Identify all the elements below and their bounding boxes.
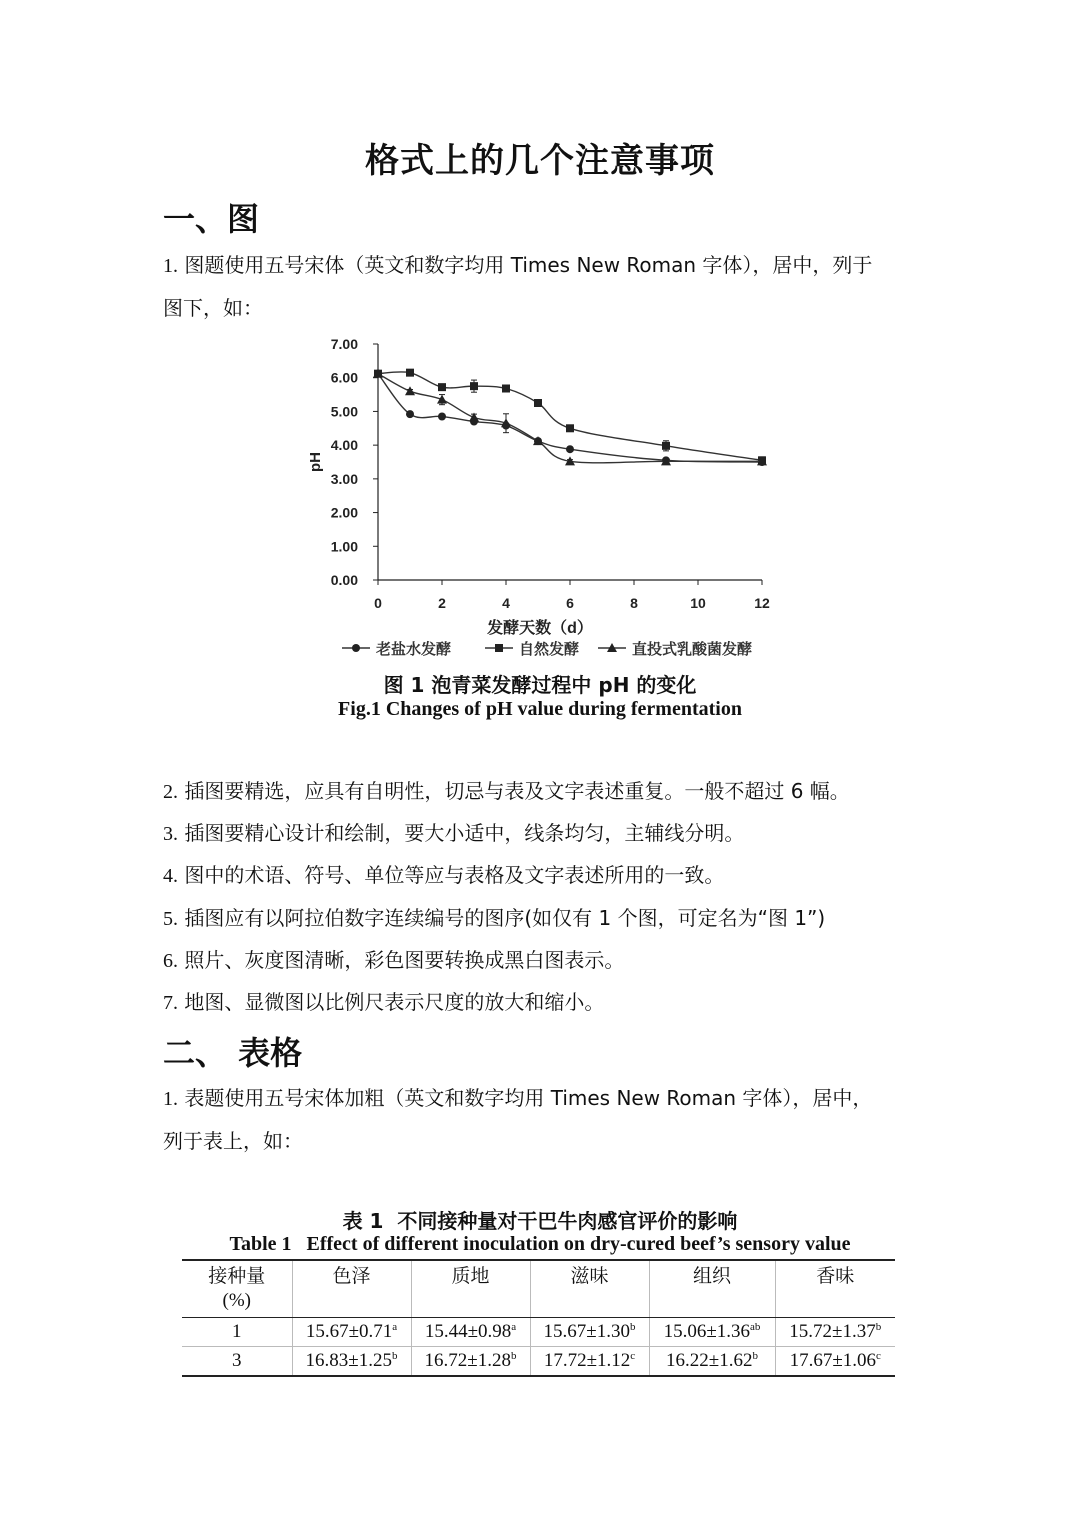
- data-point: [470, 382, 478, 390]
- rule-text: 插图应有以阿拉伯数字连续编号的图序(如仅有 1 个图，可定名为“图 1”): [184, 906, 826, 930]
- data-point: [662, 442, 670, 450]
- header-cell: [182, 1260, 292, 1318]
- rule-number: 2.: [163, 781, 178, 803]
- x-tick-label: 2: [438, 595, 446, 611]
- y-axis-label: pH: [307, 452, 324, 472]
- data-point: [566, 445, 574, 453]
- rule-number: 4.: [163, 865, 178, 887]
- data-point: [406, 369, 414, 377]
- rule-text: 表题使用五号宋体加粗（英文和数字均用 Times New Roman 字体），居中，: [184, 1086, 873, 1110]
- cell-value: 15.67±1.30: [543, 1321, 630, 1342]
- table-cell: [775, 1318, 895, 1347]
- legend-label: 老盐水发酵: [376, 641, 452, 658]
- table-cell: 3: [182, 1347, 292, 1377]
- figure-rule-5: [163, 902, 943, 931]
- data-point: [437, 395, 447, 404]
- cell-superscript: b: [752, 1350, 758, 1362]
- figure-caption-cn: 图 1 泡青菜发酵过程中 pH 的变化: [383, 673, 697, 697]
- table-caption-en: Table 1 Effect of different inoculation on dry-cured beef’s sensory value: [229, 1233, 851, 1255]
- cell-superscript: a: [511, 1321, 517, 1333]
- figure-rule-3: [163, 817, 943, 846]
- sensory-table: [182, 1259, 895, 1377]
- figure-caption-en: Fig.1 Changes of pH value during fermentation: [338, 698, 742, 720]
- figure-rule-4: [163, 859, 943, 888]
- x-tick-label: 4: [502, 595, 510, 611]
- y-tick-label: 7.00: [330, 336, 358, 352]
- cell-value: 17.72±1.12: [543, 1350, 631, 1371]
- figure-rule-6: [163, 944, 943, 973]
- rule-text: 图题使用五号宋体（英文和数字均用 Times New Roman 字体），居中，列于: [184, 253, 873, 277]
- table-rule-1: [163, 1077, 923, 1162]
- cell-value: 16.22±1.62: [666, 1350, 753, 1371]
- rule-text: 图中的术语、符号、单位等应与表格及文字表述所用的一致。: [184, 863, 725, 887]
- header-cell: 香味: [775, 1260, 895, 1318]
- table-cell: [292, 1347, 411, 1377]
- cell-superscript: c: [876, 1350, 881, 1362]
- rule-text: 地图、显微图以比例尺表示尺度的放大和缩小。: [184, 990, 605, 1014]
- table-cell: [649, 1347, 775, 1377]
- legend-marker: [495, 644, 503, 652]
- y-tick-label: 4.00: [330, 437, 358, 454]
- table-row: [182, 1347, 895, 1377]
- cell-value: 17.67±1.06: [789, 1350, 877, 1371]
- table-cell: [411, 1318, 530, 1347]
- section-heading-figures: 一、图: [163, 200, 260, 238]
- cell-value: 16.83±1.25: [305, 1350, 392, 1371]
- rule-text: 照片、灰度图清晰，彩色图要转换成黑白图表示。: [184, 948, 625, 972]
- cell-value: 15.44±0.98: [424, 1321, 512, 1342]
- y-tick-label: 5.00: [330, 403, 358, 420]
- header-cell: 质地: [411, 1260, 530, 1318]
- y-tick-label: 3.00: [330, 470, 358, 487]
- cell-superscript: b: [875, 1321, 882, 1333]
- cell-superscript: a: [392, 1321, 398, 1333]
- y-tick-label: 1.00: [330, 538, 358, 555]
- cell-value: 15.67±0.71: [305, 1321, 393, 1342]
- figure-rule-7: [163, 986, 943, 1015]
- page-title: 格式上的几个注意事项: [365, 141, 715, 181]
- cell-superscript: b: [510, 1350, 517, 1362]
- x-tick-label: 12: [754, 595, 770, 611]
- data-point: [406, 410, 414, 418]
- rule-number: 7.: [163, 992, 178, 1014]
- x-tick-label: 8: [630, 595, 638, 611]
- data-point: [534, 399, 542, 407]
- header-label: 接种量: [208, 1265, 266, 1287]
- cell-superscript: b: [391, 1350, 398, 1362]
- rule-text: 插图要精心设计和绘制，要大小适中，线条均匀，主辅线分明。: [184, 821, 745, 845]
- y-tick-label: 0.00: [330, 572, 358, 588]
- data-point: [405, 386, 415, 395]
- cell-superscript: b: [629, 1321, 636, 1333]
- rule-number: 1.: [163, 255, 178, 277]
- y-tick-label: 6.00: [330, 369, 358, 386]
- data-point: [469, 412, 479, 421]
- x-tick-label: 6: [566, 595, 574, 611]
- figure-rule-1: [163, 244, 923, 329]
- rule-text-cont: 列于表上，如：: [163, 1129, 303, 1153]
- header-cell: 滋味: [530, 1260, 649, 1318]
- cell-superscript: c: [630, 1350, 636, 1362]
- rule-text: 插图要精选，应具有自明性，切忌与表及文字表述重复。一般不超过 6 幅。: [184, 779, 850, 803]
- data-point: [566, 424, 574, 432]
- data-point: [438, 412, 446, 420]
- rule-number: 1.: [163, 1088, 178, 1110]
- data-point: [438, 383, 446, 391]
- table-cell: [411, 1347, 530, 1377]
- table-caption-cn: 表 1 不同接种量对干巴牛肉感官评价的影响: [342, 1209, 738, 1233]
- x-axis-label: 发酵天数（d）: [487, 620, 593, 637]
- table-cell: 1: [182, 1318, 292, 1347]
- header-cell: 色泽: [292, 1260, 411, 1318]
- table-header-row: [182, 1260, 895, 1318]
- table-cell: [292, 1318, 411, 1347]
- table-cell: [775, 1347, 895, 1377]
- cell-value: 15.06±1.36: [663, 1321, 751, 1342]
- rule-number: 3.: [163, 823, 178, 845]
- x-tick-label: 10: [690, 595, 706, 611]
- section-heading-tables: 二、 表格: [163, 1034, 303, 1072]
- cell-value: 16.72±1.28: [424, 1350, 511, 1371]
- ph-line-chart: [290, 328, 790, 668]
- table-cell: [530, 1318, 649, 1347]
- rule-number: 6.: [163, 950, 178, 972]
- table-cell: [649, 1318, 775, 1347]
- figure-rule-2: [163, 775, 943, 804]
- header-cell: 组织: [649, 1260, 775, 1318]
- cell-value: 15.72±1.37: [789, 1321, 876, 1342]
- legend-label: 直投式乳酸菌发酵: [632, 641, 753, 658]
- cell-superscript: ab: [750, 1321, 761, 1333]
- legend-marker: [352, 644, 360, 652]
- legend-label: 自然发酵: [519, 641, 580, 658]
- rule-number: 5.: [163, 908, 178, 930]
- rule-text-cont: 图下，如：: [163, 296, 263, 320]
- header-unit: (%): [222, 1290, 251, 1311]
- data-point: [502, 385, 510, 393]
- y-tick-label: 2.00: [330, 504, 358, 521]
- table-row: [182, 1318, 895, 1347]
- x-tick-label: 0: [374, 595, 382, 611]
- table-cell: [530, 1347, 649, 1377]
